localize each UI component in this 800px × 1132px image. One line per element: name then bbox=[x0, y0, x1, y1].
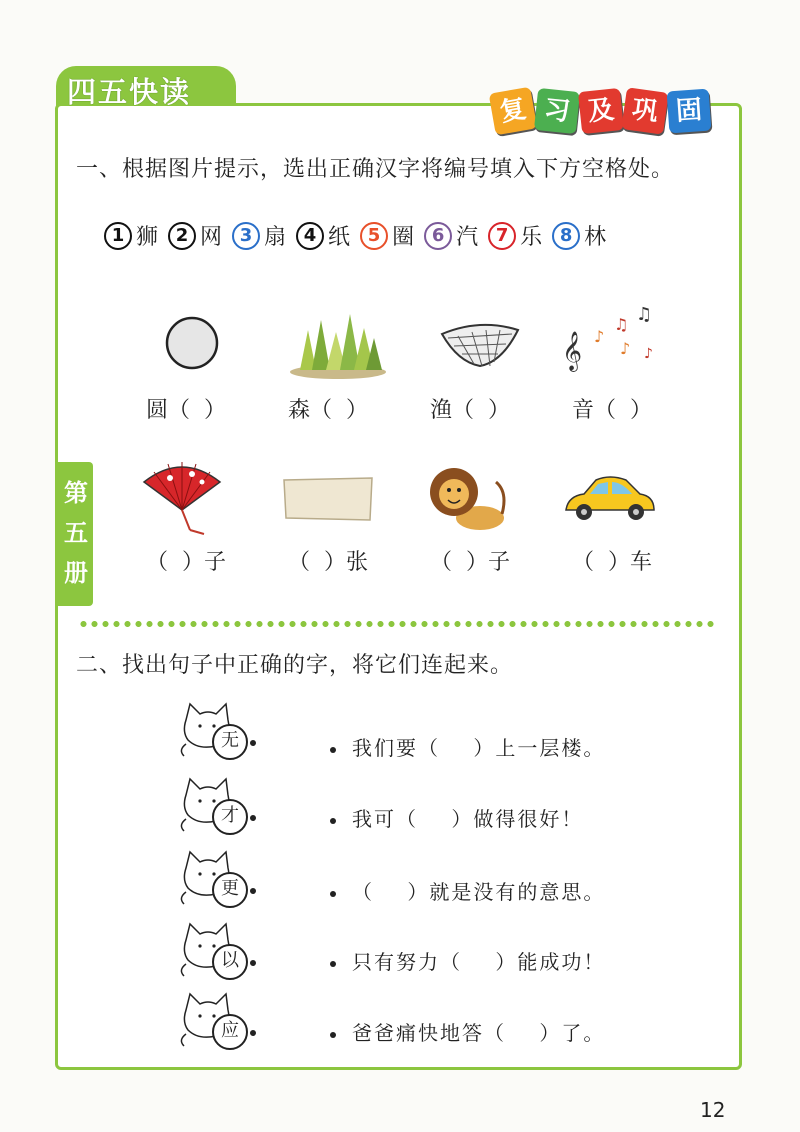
svg-text:♫: ♫ bbox=[636, 304, 653, 325]
paper-icon bbox=[280, 474, 376, 524]
match-dot[interactable] bbox=[330, 818, 336, 824]
cat-char-node[interactable] bbox=[178, 920, 260, 982]
option-list bbox=[104, 220, 606, 251]
cat-char-node[interactable] bbox=[178, 775, 260, 837]
volume-char: 第 bbox=[64, 479, 88, 507]
svg-text:♫: ♫ bbox=[614, 315, 629, 334]
section-divider bbox=[78, 620, 718, 628]
circle-icon bbox=[162, 313, 222, 373]
section1-heading: 一、根据图片提示，选出正确汉字将编号填入下方空格处。 bbox=[76, 157, 675, 182]
fill-blank[interactable]: 圆（ ） bbox=[146, 398, 226, 423]
lion-icon bbox=[424, 462, 508, 534]
answer-char: 以 bbox=[212, 944, 248, 980]
option-char: 乐 bbox=[520, 225, 543, 250]
option-item bbox=[168, 220, 222, 251]
option-item bbox=[104, 220, 158, 251]
match-dot[interactable] bbox=[330, 961, 336, 967]
sentence-text: 爸爸痛快地答（ ）了。 bbox=[352, 1021, 606, 1045]
sentence-text: 我可（ ）做得很好！ bbox=[352, 807, 584, 831]
fill-blank[interactable]: （ ）子 bbox=[146, 550, 226, 575]
option-number: 1 bbox=[104, 222, 132, 250]
option-char: 纸 bbox=[328, 225, 351, 250]
folding-fan-icon bbox=[140, 460, 224, 540]
option-char: 汽 bbox=[456, 225, 479, 250]
option-number: 5 bbox=[360, 222, 388, 250]
option-char: 圈 bbox=[392, 225, 415, 250]
page-title: 四五快读 bbox=[67, 75, 192, 109]
option-number: 6 bbox=[424, 222, 452, 250]
answer-char: 才 bbox=[212, 799, 248, 835]
review-badge bbox=[492, 90, 710, 132]
option-number: 8 bbox=[552, 222, 580, 250]
option-item bbox=[232, 220, 286, 251]
option-item bbox=[296, 220, 350, 251]
answer-char: 应 bbox=[212, 1014, 248, 1050]
match-dot[interactable] bbox=[330, 1032, 336, 1038]
match-dot[interactable] bbox=[250, 960, 256, 966]
car-icon bbox=[560, 472, 658, 528]
option-char: 网 bbox=[200, 225, 223, 250]
svg-text:♪: ♪ bbox=[644, 346, 653, 362]
option-number: 4 bbox=[296, 222, 324, 250]
review-badge-char: 固 bbox=[667, 89, 712, 134]
match-dot[interactable] bbox=[250, 888, 256, 894]
answer-char: 无 bbox=[212, 724, 248, 760]
sentence-item[interactable] bbox=[330, 946, 605, 975]
option-item bbox=[424, 220, 478, 251]
review-badge-char: 巩 bbox=[621, 87, 668, 134]
option-item bbox=[488, 220, 542, 251]
cat-char-node[interactable] bbox=[178, 848, 260, 910]
svg-text:♪: ♪ bbox=[594, 327, 605, 346]
match-dot[interactable] bbox=[250, 815, 256, 821]
fill-blank[interactable]: 音（ ） bbox=[572, 398, 652, 423]
option-char: 林 bbox=[584, 225, 607, 250]
fishing-net-icon bbox=[438, 308, 522, 372]
page-number: 12 bbox=[700, 1098, 726, 1122]
option-char: 狮 bbox=[136, 225, 159, 250]
review-badge-char: 复 bbox=[489, 87, 538, 136]
answer-char: 更 bbox=[212, 872, 248, 908]
option-number: 3 bbox=[232, 222, 260, 250]
option-item bbox=[552, 220, 606, 251]
fill-blank[interactable]: 森（ ） bbox=[288, 398, 368, 423]
cat-char-node[interactable] bbox=[178, 990, 260, 1052]
fill-blank[interactable]: 渔（ ） bbox=[430, 398, 510, 423]
match-dot[interactable] bbox=[250, 740, 256, 746]
volume-char: 册 bbox=[64, 559, 88, 587]
sentence-text: 我们要（ ）上一层楼。 bbox=[352, 736, 606, 760]
sentence-item[interactable] bbox=[330, 803, 583, 832]
fill-blank[interactable]: （ ）张 bbox=[288, 550, 368, 575]
option-char: 扇 bbox=[264, 225, 287, 250]
volume-label bbox=[62, 473, 90, 593]
option-item bbox=[360, 220, 414, 251]
match-dot[interactable] bbox=[330, 747, 336, 753]
music-notes-icon bbox=[556, 292, 668, 378]
volume-char: 五 bbox=[64, 519, 88, 547]
section2-heading: 二、找出句子中正确的字，将它们连起来。 bbox=[76, 653, 514, 678]
svg-text:♪: ♪ bbox=[620, 339, 631, 358]
option-number: 2 bbox=[168, 222, 196, 250]
review-badge-char: 及 bbox=[578, 88, 624, 134]
fill-blank[interactable]: （ ）子 bbox=[430, 550, 510, 575]
forest-icon bbox=[288, 302, 388, 380]
cat-char-node[interactable] bbox=[178, 700, 260, 762]
sentence-text: 只有努力（ ）能成功！ bbox=[352, 950, 606, 974]
sentence-item[interactable] bbox=[330, 876, 605, 905]
match-dot[interactable] bbox=[250, 1030, 256, 1036]
svg-text:𝄞: 𝄞 bbox=[562, 331, 583, 371]
sentence-item[interactable] bbox=[330, 732, 605, 761]
fill-blank[interactable]: （ ）车 bbox=[572, 550, 652, 575]
option-number: 7 bbox=[488, 222, 516, 250]
sentence-item[interactable] bbox=[330, 1017, 605, 1046]
review-badge-char: 习 bbox=[534, 88, 580, 134]
sentence-text: （ ）就是没有的意思。 bbox=[352, 880, 606, 904]
match-dot[interactable] bbox=[330, 891, 336, 897]
